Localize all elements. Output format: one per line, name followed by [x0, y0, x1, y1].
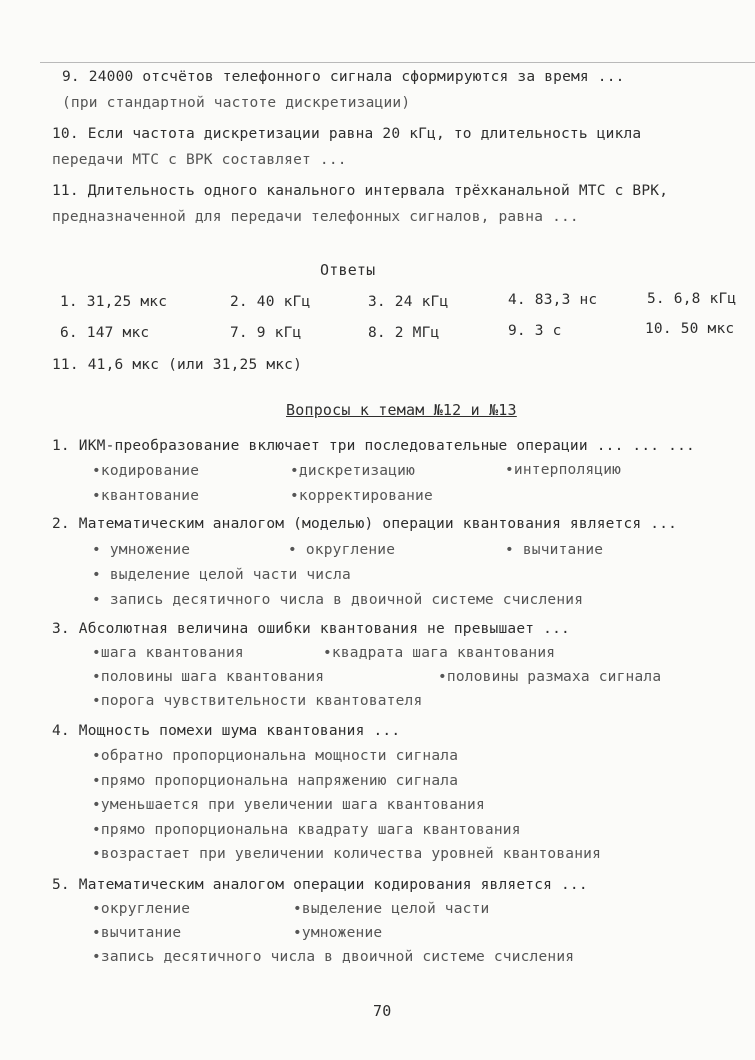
question-9-line-1: 9. 24000 отсчётов телефонного сигнала сформируются за время ...: [62, 69, 625, 85]
q5-option-5: •запись десятичного числа в двоичной системе счисления: [92, 949, 575, 965]
question-10-line-1: 10. Если частота дискретизации равна 20 кГц, то длительность цикла: [52, 126, 642, 142]
answer-5: 5. 6,8 кГц: [647, 291, 737, 307]
q3-option-2: •квадрата шага квантования: [323, 645, 556, 661]
q4-option-4: •прямо пропорциональна квадрату шага квантования: [92, 822, 521, 838]
q4-option-5: •возрастает при увеличении количества уровней квантования: [92, 846, 601, 862]
answer-8: 8. 2 МГц: [368, 325, 440, 341]
q5-option-1: •округление: [92, 901, 191, 917]
q2-option-1: • умножение: [92, 542, 191, 558]
question-11-line-2: предназначенной для передачи телефонных сигналов, равна ...: [52, 209, 579, 225]
q1-option-3: •интерполяцию: [505, 462, 622, 478]
question-1-text: 1. ИКМ-преобразование включает три последовательные операции ... ... ...: [52, 438, 695, 454]
answer-11: 11. 41,6 мкс (или 31,25 мкс): [52, 357, 303, 373]
answer-10: 10. 50 мкс: [645, 321, 735, 337]
answer-6: 6. 147 мкс: [60, 325, 150, 341]
question-9-line-2: (при стандартной частоте дискретизации): [62, 95, 411, 111]
q3-option-4: •половины размаха сигнала: [438, 669, 662, 685]
q2-option-5: • запись десятичного числа в двоичной системе счисления: [92, 592, 584, 608]
q5-option-2: •выделение целой части: [293, 901, 490, 917]
q1-option-4: •квантование: [92, 488, 200, 504]
q1-option-1: •кодирование: [92, 463, 200, 479]
q3-option-5: •порога чувствительности квантователя: [92, 693, 423, 709]
question-10-line-2: передачи МТС с ВРК составляет ...: [52, 152, 347, 168]
section-title: Вопросы к темам №12 и №13: [286, 401, 517, 419]
q5-option-4: •умножение: [293, 925, 383, 941]
answer-2: 2. 40 кГц: [230, 294, 311, 310]
question-3-text: 3. Абсолютная величина ошибки квантования не превышает ...: [52, 621, 570, 637]
q2-option-4: • выделение целой части числа: [92, 567, 351, 583]
answer-1: 1. 31,25 мкс: [60, 294, 168, 310]
answer-4: 4. 83,3 нс: [508, 292, 598, 308]
q1-option-5: •корректирование: [290, 488, 433, 504]
top-rule: [40, 62, 755, 63]
question-4-text: 4. Мощность помехи шума квантования ...: [52, 723, 401, 739]
q2-option-3: • вычитание: [505, 542, 604, 558]
answer-9: 9. 3 с: [508, 323, 562, 339]
q2-option-2: • округление: [288, 542, 396, 558]
question-11-line-1: 11. Длительность одного канального интервала трёхканальной МТС с ВРК,: [52, 183, 669, 199]
q5-option-3: •вычитание: [92, 925, 182, 941]
page-number: 70: [373, 1002, 392, 1020]
q4-option-3: •уменьшается при увеличении шага квантования: [92, 797, 485, 813]
answers-title: Ответы: [320, 261, 376, 279]
answer-7: 7. 9 кГц: [230, 325, 302, 341]
q1-option-2: •дискретизацию: [290, 463, 416, 479]
q4-option-1: •обратно пропорциональна мощности сигнала: [92, 748, 459, 764]
q3-option-1: •шага квантования: [92, 645, 244, 661]
answer-3: 3. 24 кГц: [368, 294, 449, 310]
q4-option-2: •прямо пропорциональна напряжению сигнала: [92, 773, 459, 789]
question-2-text: 2. Математическим аналогом (моделью) операции квантования является ...: [52, 516, 678, 532]
question-5-text: 5. Математическим аналогом операции кодирования является ...: [52, 877, 588, 893]
q3-option-3: •половины шага квантования: [92, 669, 325, 685]
